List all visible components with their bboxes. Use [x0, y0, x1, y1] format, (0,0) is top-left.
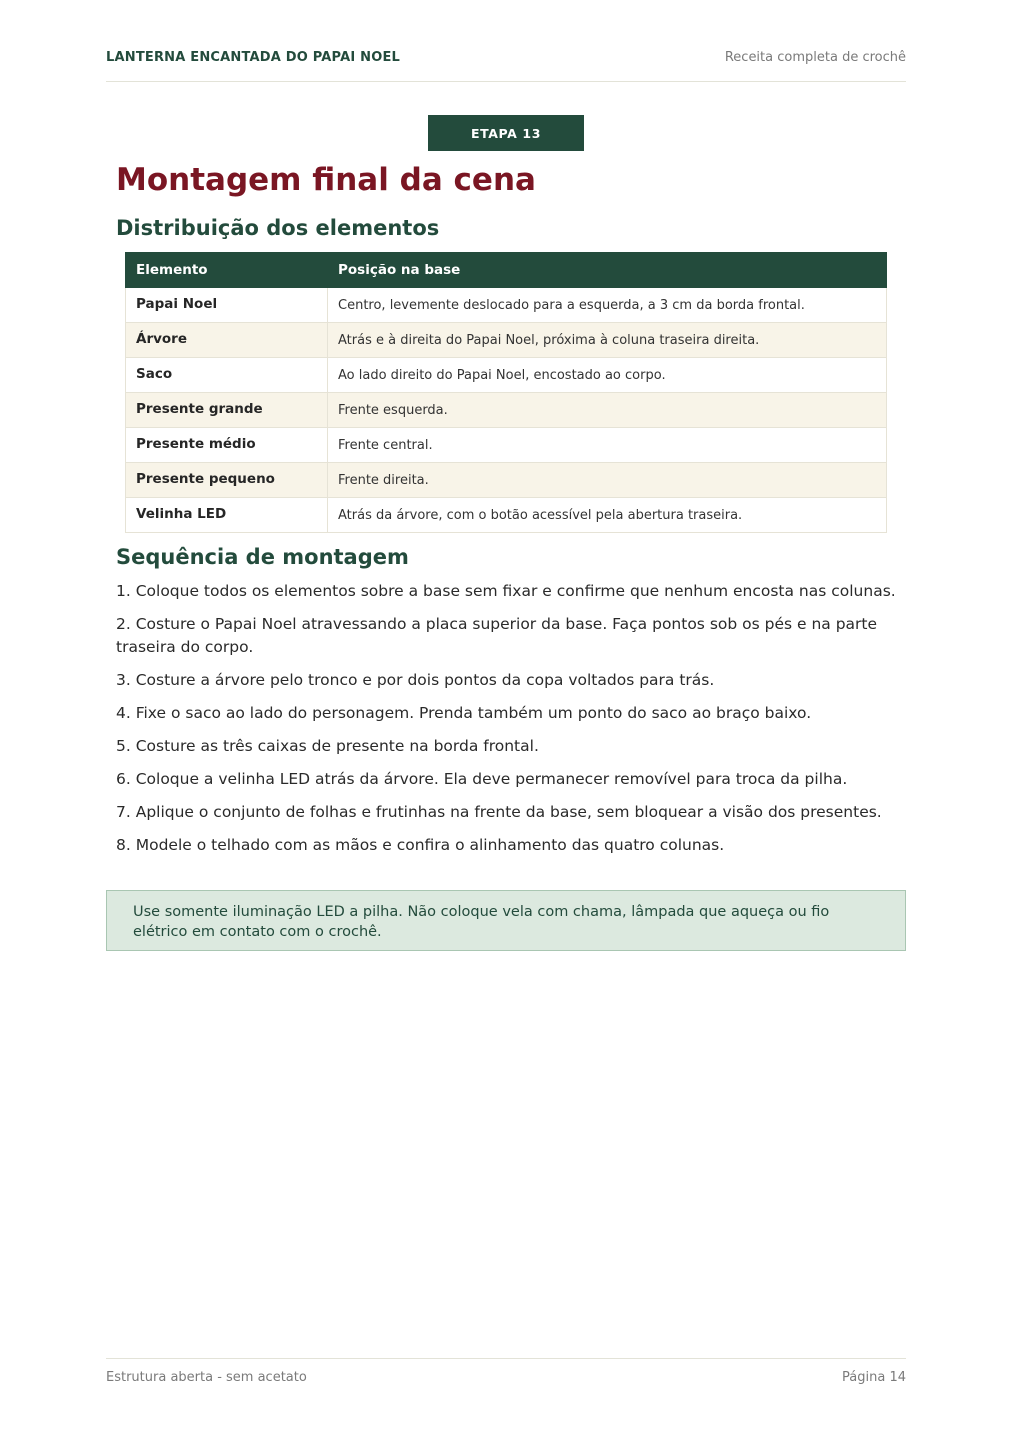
element-cell: Presente pequeno [126, 463, 328, 498]
page-title: Montagem final da cena [116, 162, 536, 198]
position-cell: Frente esquerda. [328, 393, 887, 428]
element-cell: Velinha LED [126, 498, 328, 533]
position-cell: Ao lado direito do Papai Noel, encostado ao corpo. [328, 358, 887, 393]
position-cell: Centro, levemente deslocado para a esquerda, a 3 cm da borda frontal. [328, 288, 887, 323]
table-row [126, 498, 887, 533]
document-subtitle: Receita completa de crochê [724, 50, 906, 65]
stage-badge: ETAPA 13 [428, 115, 584, 151]
table-row [126, 323, 887, 358]
page-header [106, 50, 906, 65]
table-row [126, 393, 887, 428]
element-cell: Árvore [126, 323, 328, 358]
table-row [126, 358, 887, 393]
footer-left-text: Estrutura aberta - sem acetato [106, 1370, 307, 1385]
list-item: 8. Modele o telhado com as mãos e confira o alinhamento das quatro colunas. [116, 836, 725, 854]
table-row [126, 463, 887, 498]
list-item: 6. Coloque a velinha LED atrás da árvore. Ela deve permanecer removível para troca da pilha. [116, 770, 848, 788]
table-row [126, 428, 887, 463]
section-heading-distribution: Distribuição dos elementos [116, 216, 440, 240]
element-cell: Saco [126, 358, 328, 393]
list-item: 3. Costure a árvore pelo tronco e por dois pontos da copa voltados para trás. [116, 671, 715, 689]
header-divider [106, 81, 906, 82]
list-item: 7. Aplique o conjunto de folhas e frutinhas na frente da base, sem bloquear a visão dos presentes. [116, 803, 882, 821]
footer-divider [106, 1358, 906, 1359]
assembly-steps-list [116, 580, 906, 867]
list-item: 2. Costure o Papai Noel atravessando a placa superior da base. Faça pontos sob os pés e na parte traseira do corpo. [116, 615, 878, 656]
list-item: 4. Fixe o saco ao lado do personagem. Prenda também um ponto do saco ao braço baixo. [116, 704, 812, 722]
position-cell: Frente central. [328, 428, 887, 463]
page-number: Página 14 [842, 1370, 906, 1385]
table-header-row [126, 253, 887, 288]
column-header-position: Posição na base [328, 253, 887, 288]
element-cell: Presente grande [126, 393, 328, 428]
safety-note: Use somente iluminação LED a pilha. Não coloque vela com chama, lâmpada que aqueça ou fio elétrico em contato com o crochê. [106, 890, 906, 951]
elements-table [125, 252, 887, 533]
list-item: 1. Coloque todos os elementos sobre a base sem fixar e confirme que nenhum encosta nas colunas. [116, 582, 896, 600]
position-cell: Atrás da árvore, com o botão acessível pela abertura traseira. [328, 498, 887, 533]
list-item: 5. Costure as três caixas de presente na borda frontal. [116, 737, 539, 755]
page-footer [106, 1370, 906, 1385]
document-title: LANTERNA ENCANTADA DO PAPAI NOEL [106, 50, 401, 65]
element-cell: Papai Noel [126, 288, 328, 323]
position-cell: Frente direita. [328, 463, 887, 498]
section-heading-sequence: Sequência de montagem [116, 545, 409, 569]
column-header-element: Elemento [126, 253, 328, 288]
table-row [126, 288, 887, 323]
element-cell: Presente médio [126, 428, 328, 463]
position-cell: Atrás e à direita do Papai Noel, próxima à coluna traseira direita. [328, 323, 887, 358]
